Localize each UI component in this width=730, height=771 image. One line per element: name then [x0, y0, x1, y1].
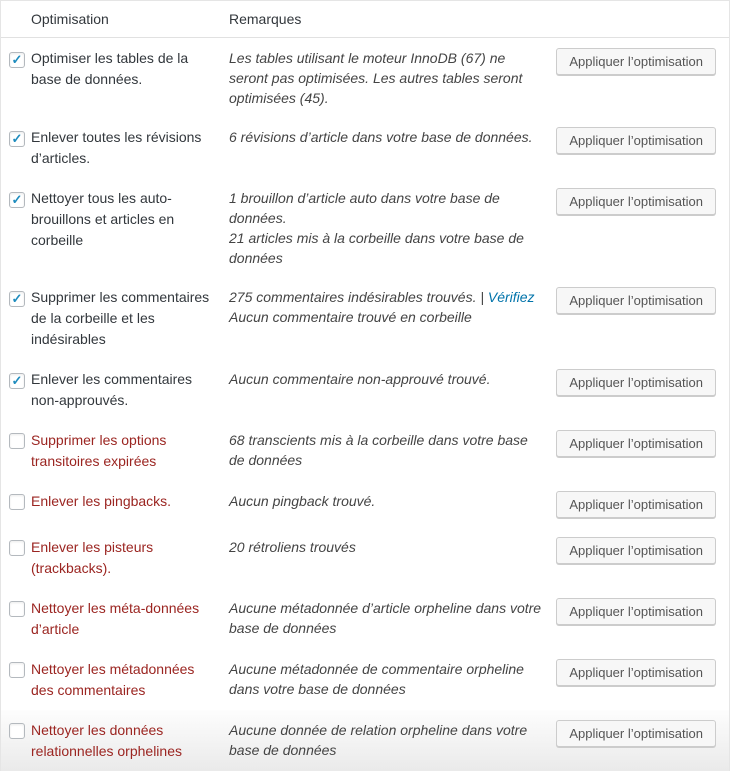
optimization-checkbox[interactable] — [9, 662, 25, 678]
optimization-remarks — [229, 127, 555, 147]
remark-line — [229, 287, 545, 307]
optimization-row — [1, 420, 729, 481]
optimization-row — [1, 359, 729, 420]
apply-optimization-button[interactable]: Appliquer l’optimisation — [556, 491, 716, 518]
remark-text: Aucun commentaire trouvé en corbeille — [229, 309, 472, 326]
remark-text: 21 articles mis à la corbeille dans votre base de données — [229, 230, 524, 267]
apply-optimization-button[interactable]: Appliquer l’optimisation — [556, 659, 716, 686]
button-cell — [556, 287, 729, 314]
optimization-label[interactable]: Supprimer les commentaires de la corbeille et les indésirables — [31, 289, 210, 348]
column-header-optimisation: Optimisation — [31, 11, 109, 27]
optimization-row — [1, 178, 729, 277]
optimization-remarks — [229, 287, 555, 327]
button-cell — [556, 720, 729, 747]
optimization-checkbox-checked[interactable] — [9, 192, 25, 208]
optimization-label[interactable]: Enlever les commentaires non-approuvés. — [31, 371, 193, 409]
column-header-remarques: Remarques — [229, 11, 302, 27]
optimization-checkbox-checked[interactable] — [9, 373, 25, 389]
optimization-row — [1, 277, 729, 359]
remark-text: 6 révisions d’article dans votre base de données. — [229, 129, 533, 146]
button-cell — [556, 659, 729, 686]
remark-line — [229, 720, 545, 760]
remark-text: Aucune donnée de relation orpheline dans votre base de données — [229, 722, 528, 759]
optimization-remarks — [229, 720, 555, 760]
apply-optimization-button[interactable]: Appliquer l’optimisation — [556, 287, 716, 314]
remark-line — [229, 537, 545, 557]
apply-optimization-button[interactable]: Appliquer l’optimisation — [556, 598, 716, 625]
apply-optimization-button[interactable]: Appliquer l’optimisation — [556, 127, 716, 154]
checkbox-cell — [9, 659, 31, 683]
optimization-checkbox[interactable] — [9, 540, 25, 556]
button-cell — [556, 537, 729, 564]
remark-text: Aucune métadonnée d’article orpheline dans votre base de données — [229, 600, 542, 637]
optimization-label[interactable]: Enlever toutes les révisions d’articles. — [31, 129, 202, 167]
optimization-row — [1, 649, 729, 710]
apply-optimization-button[interactable]: Appliquer l’optimisation — [556, 48, 716, 75]
remark-text: 20 rétroliens trouvés — [229, 539, 356, 556]
optimization-remarks — [229, 598, 555, 638]
checkbox-cell — [9, 127, 31, 148]
remark-line — [229, 127, 545, 147]
optimization-row — [1, 588, 729, 649]
button-cell — [556, 491, 729, 518]
checkbox-cell — [9, 48, 31, 69]
optimization-label[interactable]: Nettoyer les méta-données d’article — [31, 600, 200, 638]
remark-text: 275 commentaires indésirables trouvés. | — [229, 289, 488, 306]
remark-text: Les tables utilisant le moteur InnoDB (67) ne seront pas optimisées. Les autres tables seront optimisées (45). — [229, 50, 523, 107]
remark-line — [229, 430, 545, 470]
verify-link[interactable]: Vérifiez — [487, 289, 535, 306]
apply-optimization-button[interactable]: Appliquer l’optimisation — [556, 188, 716, 215]
remark-text: Aucun commentaire non-approuvé trouvé. — [229, 371, 491, 388]
apply-optimization-button[interactable]: Appliquer l’optimisation — [556, 720, 716, 747]
remark-line — [229, 48, 545, 108]
button-cell — [556, 430, 729, 457]
optimization-checkbox[interactable] — [9, 433, 25, 449]
table-body — [1, 38, 729, 771]
optimization-remarks — [229, 48, 555, 108]
optimization-checkbox-checked[interactable] — [9, 52, 25, 68]
optimization-label[interactable]: Nettoyer tous les auto-brouillons et articles en corbeille — [31, 190, 175, 249]
button-cell — [556, 369, 729, 396]
optimization-checkbox-checked[interactable] — [9, 291, 25, 307]
optimization-remarks — [229, 491, 555, 511]
remark-text: Aucun pingback trouvé. — [229, 493, 376, 510]
checkbox-cell — [9, 537, 31, 561]
apply-optimization-button[interactable]: Appliquer l’optimisation — [556, 537, 716, 564]
remark-text: 1 brouillon d’article auto dans votre base de données. — [229, 190, 500, 227]
optimization-checkbox-checked[interactable] — [9, 131, 25, 147]
optimization-label[interactable]: Nettoyer les données relationnelles orphelines — [31, 722, 182, 760]
remark-text: 68 transcients mis à la corbeille dans votre base de données — [229, 432, 528, 469]
remark-line — [229, 659, 545, 699]
remark-line — [229, 598, 545, 638]
button-cell — [556, 48, 729, 75]
optimization-remarks — [229, 430, 555, 470]
apply-optimization-button[interactable]: Appliquer l’optimisation — [556, 369, 716, 396]
checkbox-cell — [9, 287, 31, 308]
checkbox-cell — [9, 430, 31, 454]
optimization-row — [1, 527, 729, 588]
optimization-row — [1, 481, 729, 527]
remark-line — [229, 491, 545, 511]
optimization-remarks — [229, 537, 555, 557]
optimization-checkbox[interactable] — [9, 494, 25, 510]
remark-text: Aucune métadonnée de commentaire orpheline dans votre base de données — [229, 661, 524, 698]
button-cell — [556, 598, 729, 625]
table-header — [1, 1, 729, 38]
button-cell — [556, 127, 729, 154]
checkbox-cell — [9, 491, 31, 515]
optimization-checkbox[interactable] — [9, 601, 25, 617]
optimization-row — [1, 38, 729, 117]
checkbox-cell — [9, 598, 31, 622]
button-cell — [556, 188, 729, 215]
optimization-remarks — [229, 659, 555, 699]
checkbox-cell — [9, 720, 31, 744]
optimization-label[interactable]: Enlever les pingbacks. — [31, 493, 172, 510]
remark-line — [229, 188, 545, 228]
remark-line — [229, 228, 545, 268]
remark-line — [229, 369, 545, 389]
optimization-label[interactable]: Supprimer les options transitoires expirées — [31, 432, 167, 470]
checkbox-cell — [9, 369, 31, 390]
optimization-label[interactable]: Enlever les pisteurs (trackbacks). — [31, 539, 154, 577]
remark-line — [229, 307, 545, 327]
checkbox-cell — [9, 188, 31, 209]
optimization-label[interactable]: Nettoyer les métadonnées des commentaires — [31, 661, 195, 699]
optimization-row — [1, 710, 729, 771]
optimization-row — [1, 117, 729, 178]
optimization-label[interactable]: Optimiser les tables de la base de données. — [31, 50, 189, 88]
optimization-remarks — [229, 188, 555, 268]
optimization-remarks — [229, 369, 555, 389]
optimization-checkbox[interactable] — [9, 723, 25, 739]
apply-optimization-button[interactable]: Appliquer l’optimisation — [556, 430, 716, 457]
